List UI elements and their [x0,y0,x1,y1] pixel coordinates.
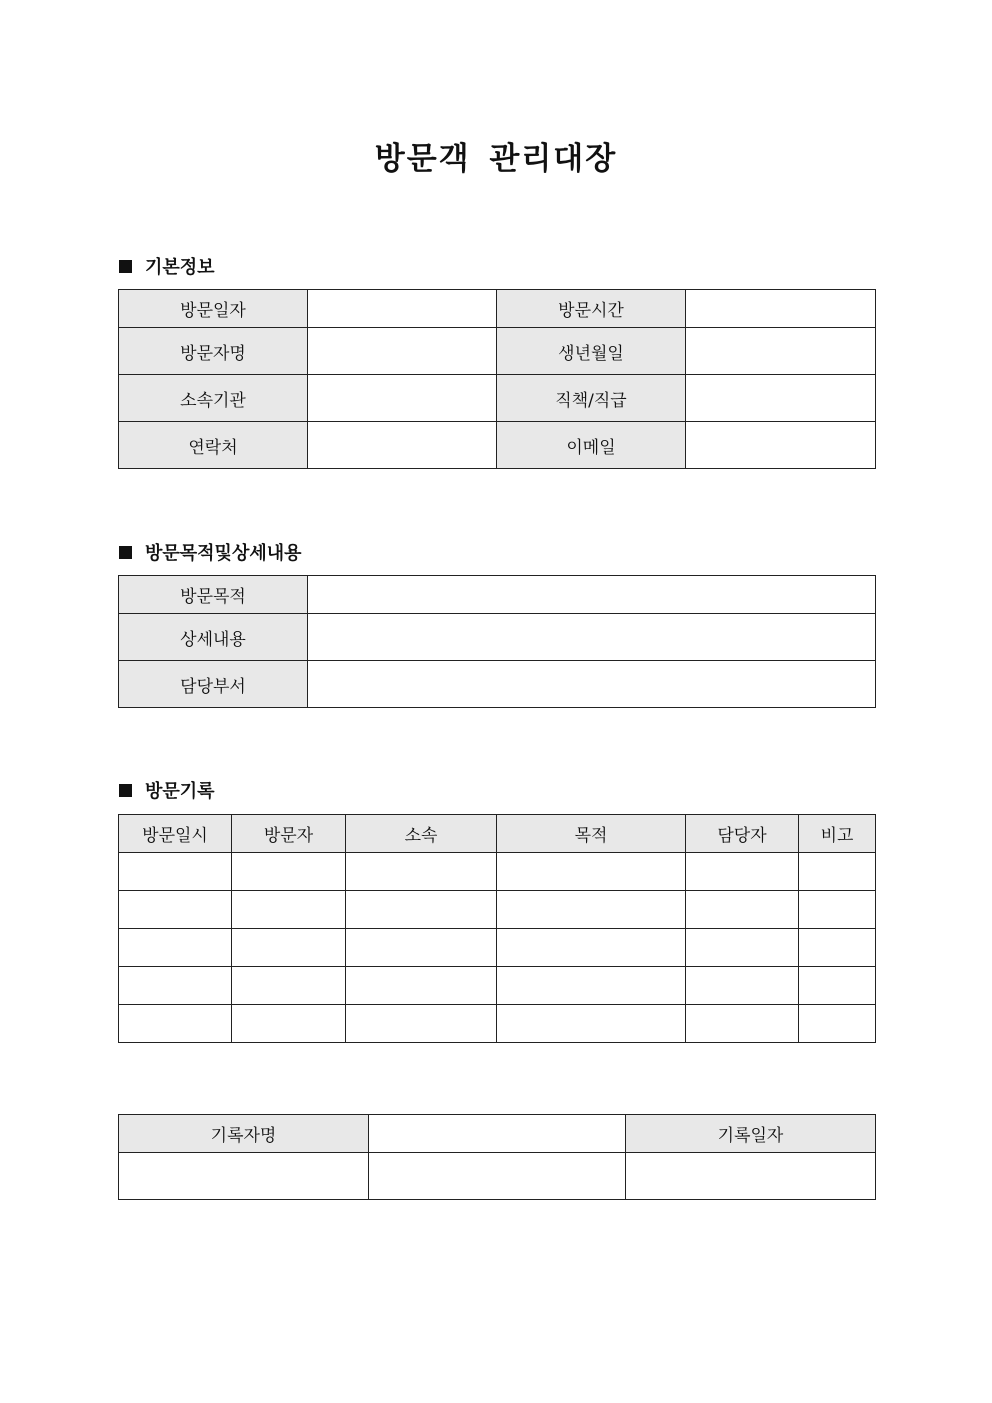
square-bullet-icon [119,784,132,797]
column-header-visitor: 방문자 [232,815,346,853]
details-label: 상세내용 [119,614,308,661]
table-cell[interactable] [232,967,346,1005]
table-header-row [119,815,876,853]
table-cell[interactable] [497,853,686,891]
table-cell[interactable] [232,891,346,929]
visit-purpose-label: 방문목적 [119,576,308,614]
email-label: 이메일 [497,422,686,469]
basic-info-table [118,289,876,469]
organization-label: 소속기관 [119,375,308,422]
table-row [119,1005,876,1043]
email-field[interactable] [686,422,876,469]
table-cell[interactable] [119,891,232,929]
table-cell[interactable] [346,929,497,967]
column-header-person-in-charge: 담당자 [686,815,799,853]
department-field[interactable] [308,661,876,708]
table-cell[interactable] [686,967,799,1005]
column-header-affiliation: 소속 [346,815,497,853]
table-cell[interactable] [346,891,497,929]
table-row [119,328,876,375]
table-cell[interactable] [686,891,799,929]
purpose-table [118,575,876,708]
visit-time-label: 방문시간 [497,290,686,328]
organization-field[interactable] [308,375,497,422]
contact-field[interactable] [308,422,497,469]
table-row [119,1153,876,1200]
record-date-field[interactable] [626,1153,876,1200]
records-heading [119,777,215,803]
table-row [119,422,876,469]
visit-date-field[interactable] [308,290,497,328]
table-cell[interactable] [799,929,876,967]
table-cell[interactable] [119,967,232,1005]
table-row [119,576,876,614]
recorder-extra-field[interactable] [369,1153,626,1200]
table-row [119,1115,876,1153]
birth-date-field[interactable] [686,328,876,375]
table-cell[interactable] [119,853,232,891]
square-bullet-icon [119,260,132,273]
visit-date-label: 방문일자 [119,290,308,328]
recorder-name-field[interactable] [369,1115,626,1153]
table-cell[interactable] [497,1005,686,1043]
position-label: 직책/직급 [497,375,686,422]
table-cell[interactable] [497,967,686,1005]
birth-date-label: 생년월일 [497,328,686,375]
table-row [119,853,876,891]
table-cell[interactable] [497,891,686,929]
table-row [119,967,876,1005]
table-cell[interactable] [119,1005,232,1043]
table-cell[interactable] [799,1005,876,1043]
table-cell[interactable] [232,1005,346,1043]
details-field[interactable] [308,614,876,661]
visitor-name-label: 방문자명 [119,328,308,375]
record-date-label: 기록일자 [626,1115,876,1153]
signature-field[interactable] [119,1153,369,1200]
table-cell[interactable] [686,1005,799,1043]
table-row [119,929,876,967]
table-row [119,661,876,708]
recorder-name-label: 기록자명 [119,1115,369,1153]
table-cell[interactable] [497,929,686,967]
table-cell[interactable] [232,929,346,967]
table-cell[interactable] [799,891,876,929]
records-table [118,814,876,1043]
table-cell[interactable] [346,1005,497,1043]
column-header-remarks: 비고 [799,815,876,853]
table-cell[interactable] [799,967,876,1005]
table-cell[interactable] [346,853,497,891]
table-cell[interactable] [686,853,799,891]
visitor-name-field[interactable] [308,328,497,375]
purpose-heading-text: 방문목적및상세내용 [145,543,302,564]
position-field[interactable] [686,375,876,422]
recorder-table [118,1114,876,1200]
table-cell[interactable] [686,929,799,967]
visit-purpose-field[interactable] [308,576,876,614]
basic-info-heading-text: 기본정보 [145,257,215,278]
table-row [119,375,876,422]
purpose-heading [119,539,302,565]
page-title: 방문객 관리대장 [374,141,618,177]
basic-info-heading [119,253,215,279]
visit-time-field[interactable] [686,290,876,328]
records-heading-text: 방문기록 [145,781,215,802]
table-cell[interactable] [346,967,497,1005]
table-cell[interactable] [232,853,346,891]
department-label: 담당부서 [119,661,308,708]
table-cell[interactable] [119,929,232,967]
table-row [119,290,876,328]
column-header-visit-datetime: 방문일시 [119,815,232,853]
column-header-purpose: 목적 [497,815,686,853]
table-row [119,614,876,661]
table-cell[interactable] [799,853,876,891]
table-row [119,891,876,929]
contact-label: 연락처 [119,422,308,469]
square-bullet-icon [119,546,132,559]
